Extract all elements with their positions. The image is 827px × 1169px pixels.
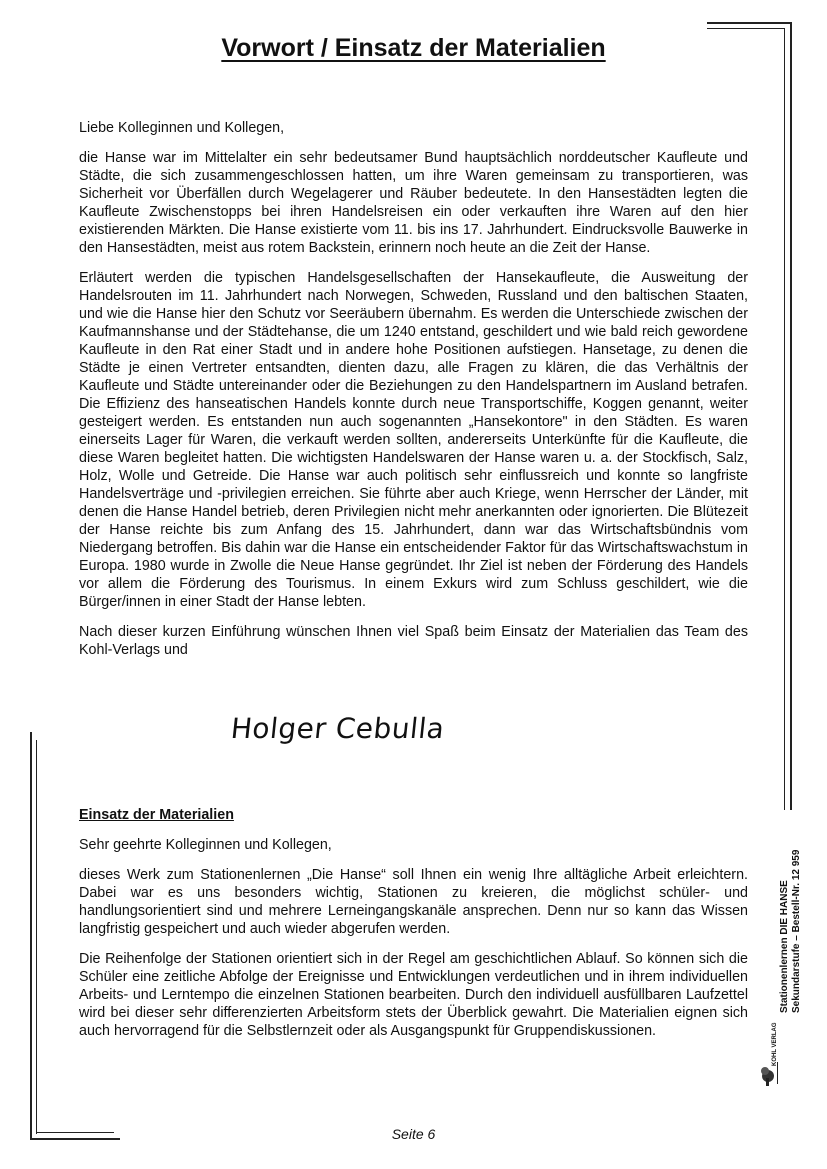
frame-line-top-right-horizontal [707, 22, 790, 24]
frame-line-top-right-horizontal-inner [707, 28, 784, 29]
intro-section [79, 119, 748, 671]
section-paragraph-1: dieses Werk zum Stationenlernen „Die Hanse“ soll Ihnen ein wenig Ihre alltägliche Arbeit erleichtern. Dabei war es uns besonders wichtig, Stationen zu kreieren, die möglichst schüler- und handlungsorientiert sind und mehrere Lerneingangskanäle ansprechen. Denn nur so kann das Wissen langfristig gespeichert und auch wieder abgerufen werden. [79, 867, 748, 937]
intro-paragraph-2: Erläutert werden die typischen Handelsgesellschaften der Hansekaufleute, die Ausweitung der Handelsrouten im 11. Jahrhundert nach Norwegen, Schweden, Russland und den baltischen Staaten, und wie die Hanse hier den Schutz vor Seeräubern übernahm. Es werden die Unterschiede zwischen der Kaufmannshanse und der Städtehanse, die um 1240 entstand, geschildert und wie bald reich gewordene Kaufleute in den Rat einer Stadt und in andere hohe Positionen aufstiegen. Hansetage, zu denen die Städte je einen Vertreter entsandten, dienten dazu, alle Fragen zu klären, die das Verhältnis der Kaufleute und Städte untereinander oder die Beziehungen zu den Handelspartnern im Ausland betrafen. Die Effizienz des hanseatischen Handels konnte durch neue Transportschiffe, Koggen genannt, weiter gesteigert werden. Es entstanden nun auch sogenannten „Hansekontore" in den Städten. Es waren einerseits Lager für Waren, die verkauft werden sollten, andererseits Unterkünfte für die Kaufleute, die diese Waren begleitet hatten. Die wichtigsten Handelswaren der Hanse waren u. a. der Stockfisch, Salz, Holz, Wolle und Getreide. Die Hanse war auch politisch sehr einflussreich und konnte so langfriste Handelsverträge und -privilegien erreichen. Sie führte aber auch Kriege, wenn Herrscher der Länder, mit denen die Hanse Handel betrieb, deren Privilegien nicht mehr anerkannten oder ignorierten. Die Blütezeit der Hanse reichte bis zum Anfang des 15. Jahrhundert, dann war das Wirtschaftsbündnis vom Niedergang betroffen. Bis dahin war die Hanse ein entscheidender Faktor für das Wirtschaftswachstum in Europa. 1980 wurde in Zwolle die Neue Hanse gegründet. Ihr Ziel ist neben der Förderung des Handels vor allem die Förderung des Tourismus. In einem Exkurs wird zum Schluss geschildert, wie die Bürger/innen in einer Stadt der Hanse lebten. [79, 270, 748, 610]
frame-line-top-right-vertical-inner [784, 28, 785, 810]
intro-paragraph-3: Nach dieser kurzen Einführung wünschen Ihnen viel Spaß beim Einsatz der Materialien das Team des Kohl-Verlags und [79, 624, 748, 658]
author-signature: Holger Cebulla [229, 712, 447, 745]
publisher-logo-text: KOHL VERLAG [772, 1022, 778, 1066]
materials-section [79, 806, 748, 1052]
page-title: Vorwort / Einsatz der Materialien [221, 34, 606, 62]
side-label-line-2: Sekundarstufe – Bestell-Nr. 12 959 [791, 849, 802, 1013]
intro-greeting: Liebe Kolleginnen und Kollegen, [79, 120, 285, 136]
section-paragraph-2: Die Reihenfolge der Stationen orientiert sich in der Regel am geschichtlichen Ablauf. So können sich die Schüler eine zeitliche Abfolge der Ereignisse und Entwicklungen verdeutlichen und in ihrem individuellen Arbeits- und Lerntempo die einzelnen Stationen bearbeiten. Durch den individuell ausfüllbaren Laufzettel wird bei dieser sehr differenzierten Arbeitsform stets der Überblick gewahrt. Die Materialien eignen sich auch hervorragend für die Selbstlernzeit oder als Ausgangspunkt für Gruppendiskussionen. [79, 951, 748, 1039]
intro-paragraph-1: die Hanse war im Mittelalter ein sehr bedeutsamer Bund hauptsächlich norddeutscher Kaufleute und Städte, die sich zusammengeschlossen hatten, um ihre Waren gemeinsam zu transportieren, was Sicherheit vor Überfällen durch Wegelagerer und Räuber bedeutete. In den Hansestädten legten die Kaufleute Zwischenstopps bei ihren Handelsreisen ein oder verkauften ihre Waren auf den hier existierenden Märkten. Die Hanse existierte vom 11. bis ins 17. Jahrhundert. Eindrucksvolle Bauwerke in den Hansestädten, meist aus rotem Backstein, erinnern noch heute an die Zeit der Hanse. [79, 150, 748, 256]
frame-line-top-right-vertical [790, 22, 792, 810]
publisher-logo-icon [760, 1060, 800, 1086]
side-label [779, 833, 803, 1013]
side-label-line-1: Stationenlernen DIE HANSE [779, 880, 790, 1013]
page-number: Seite 6 [391, 1126, 436, 1142]
section-heading: Einsatz der Materialien [79, 807, 234, 823]
section-greeting: Sehr geehrte Kolleginnen und Kollegen, [79, 837, 332, 853]
frame-line-left-vertical [30, 732, 32, 1140]
frame-line-left-vertical-inner [36, 740, 37, 1134]
